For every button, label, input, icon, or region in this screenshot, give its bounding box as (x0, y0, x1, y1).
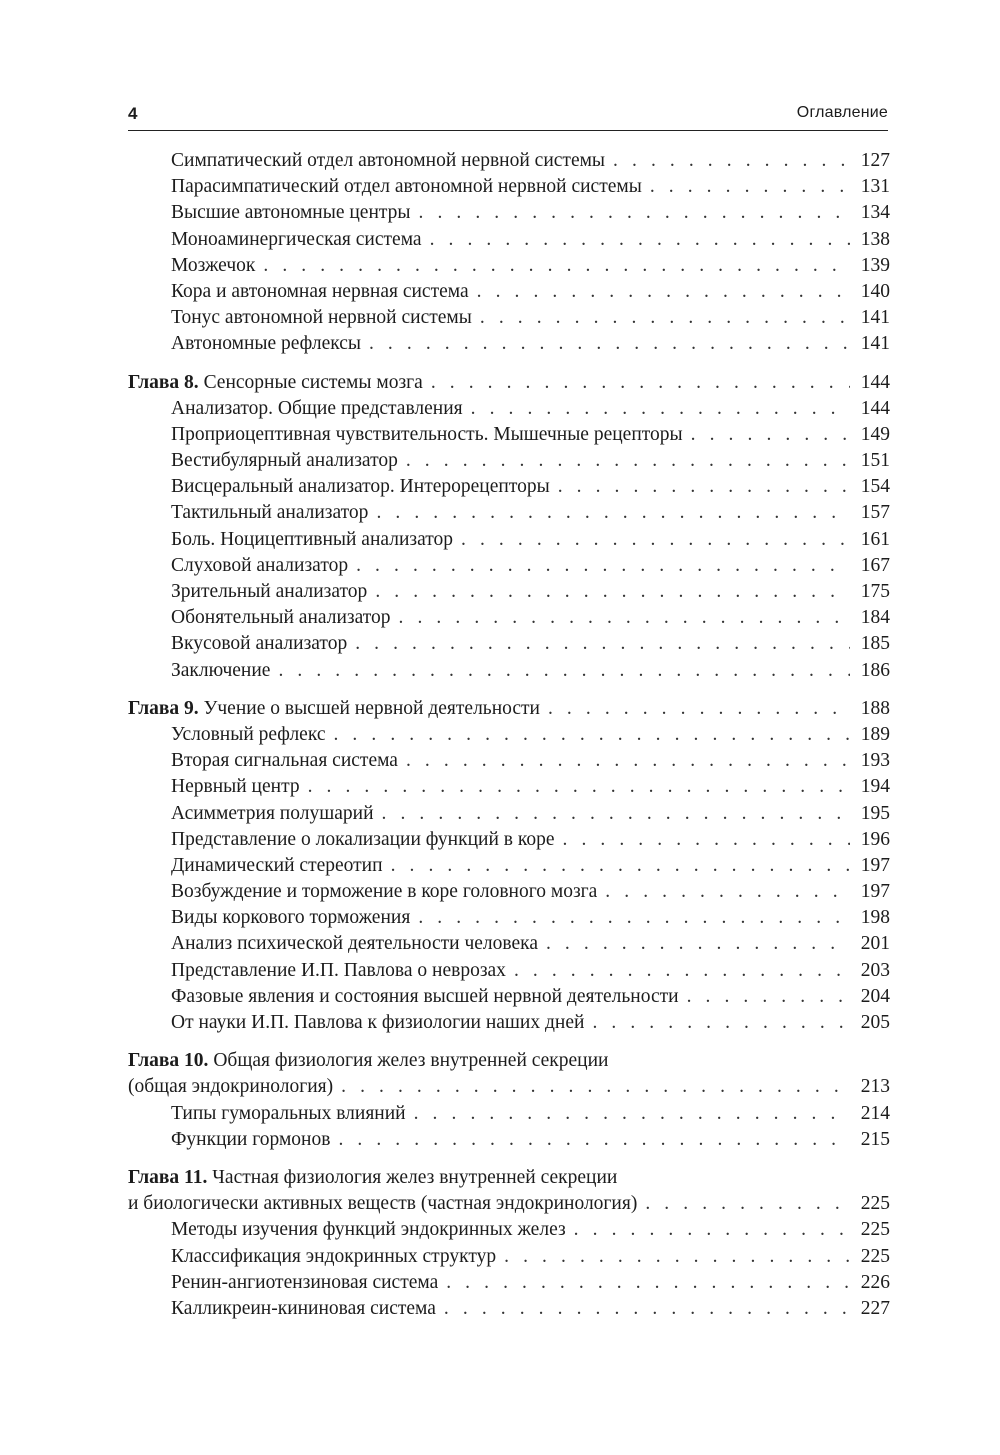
toc-entry[interactable]: Нервный центр . . . 194 (128, 774, 890, 800)
chapter-prefix: Глава 9. (128, 697, 199, 719)
toc-entry[interactable]: Мозжечок . . . 139 (128, 253, 890, 279)
chapter-title: Общая физиология желез внутренней секреции (208, 1050, 609, 1072)
chapter-title: Частная физиология желез внутренней секреции (207, 1166, 618, 1188)
toc-entry[interactable]: Условный рефлекс . . . 189 (128, 722, 890, 748)
toc-entry[interactable]: Кора и автономная нервная система . . . 140 (128, 279, 890, 305)
toc-entry[interactable]: Тонус автономной нервной системы . . . 141 (128, 305, 890, 331)
toc-entry[interactable]: Калликреин-кининовая система . . . 227 (128, 1296, 890, 1322)
running-title: Оглавление (796, 104, 888, 121)
toc-entry[interactable]: Проприоцептивная чувствительность. Мышечные рецепторы . . . 149 (128, 422, 890, 448)
toc-entry[interactable]: Фазовые явления и состояния высшей нервной деятельности . . . 204 (128, 984, 890, 1010)
toc-chapter-10[interactable] (128, 1048, 890, 1074)
toc-entry[interactable]: Типы гуморальных влияний . . . 214 (128, 1101, 890, 1127)
toc-entry[interactable]: Анализатор. Общие представления . . . 144 (128, 396, 890, 422)
toc-entry[interactable]: Функции гормонов . . . 215 (128, 1127, 890, 1153)
toc-entry[interactable]: Виды коркового торможения . . . 198 (128, 905, 890, 931)
toc-entry[interactable]: Вкусовой анализатор . . . 185 (128, 631, 890, 657)
toc-entry[interactable]: Высшие автономные центры . . . 134 (128, 200, 890, 226)
running-header (128, 100, 888, 131)
toc-chapter-11[interactable] (128, 1165, 890, 1191)
toc-entry[interactable]: Моноаминергическая система . . . 138 (128, 227, 890, 253)
toc-chapter-11-cont[interactable]: и биологически активных веществ (частная эндокринология) . . . 225 (128, 1191, 890, 1217)
chapter-prefix: Глава 11. (128, 1166, 208, 1188)
chapter-title: Сенсорные системы мозга (198, 371, 423, 393)
toc-entry[interactable]: Слуховой анализатор . . . 167 (128, 553, 890, 579)
toc-chapter-10-cont[interactable]: (общая эндокринология) . . . 213 (128, 1074, 890, 1100)
toc-entry[interactable]: Вторая сигнальная система . . . 193 (128, 748, 890, 774)
toc-entry[interactable]: Методы изучения функций эндокринных желез . . . 225 (128, 1217, 890, 1243)
toc-chapter-9[interactable]: Глава 9. Учение о высшей нервной деятельности . . . 188 (128, 696, 890, 722)
toc-entry[interactable]: Автономные рефлексы . . . 141 (128, 331, 890, 357)
table-of-contents (128, 148, 890, 1322)
toc-entry[interactable]: Асимметрия полушарий . . . 195 (128, 801, 890, 827)
toc-entry[interactable]: Динамический стереотип . . . 197 (128, 853, 890, 879)
toc-entry[interactable]: Висцеральный анализатор. Интерорецепторы . . . 154 (128, 474, 890, 500)
chapter-prefix: Глава 10. (128, 1050, 209, 1072)
toc-entry[interactable]: Парасимпатический отдел автономной нервной системы . . . 131 (128, 174, 890, 200)
toc-entry[interactable]: Ренин-ангиотензиновая система . . . 226 (128, 1270, 890, 1296)
toc-entry[interactable]: Тактильный анализатор . . . 157 (128, 500, 890, 526)
chapter-title: Учение о высшей нервной деятельности (198, 697, 540, 719)
toc-entry[interactable]: Обонятельный анализатор . . . 184 (128, 605, 890, 631)
toc-entry[interactable]: Классификация эндокринных структур . . . 225 (128, 1244, 890, 1270)
toc-entry[interactable]: Боль. Ноцицептивный анализатор . . . 161 (128, 527, 890, 553)
toc-chapter-8[interactable]: Глава 8. Сенсорные системы мозга . . . 144 (128, 370, 890, 396)
toc-entry[interactable]: Представление о локализации функций в коре . . . 196 (128, 827, 890, 853)
toc-entry[interactable]: Вестибулярный анализатор . . . 151 (128, 448, 890, 474)
page-number: 4 (128, 104, 138, 123)
toc-entry[interactable]: Возбуждение и торможение в коре головного мозга . . . 197 (128, 879, 890, 905)
toc-entry[interactable]: Анализ психической деятельности человека . . . 201 (128, 931, 890, 957)
toc-entry[interactable]: Зрительный анализатор . . . 175 (128, 579, 890, 605)
chapter-prefix: Глава 8. (128, 371, 199, 393)
toc-entry[interactable]: От науки И.П. Павлова к физиологии наших дней . . . 205 (128, 1010, 890, 1036)
toc-entry[interactable]: Заключение . . . 186 (128, 658, 890, 684)
toc-entry[interactable]: Симпатический отдел автономной нервной системы . . . 127 (128, 148, 890, 174)
toc-entry[interactable]: Представление И.П. Павлова о неврозах . . . 203 (128, 958, 890, 984)
